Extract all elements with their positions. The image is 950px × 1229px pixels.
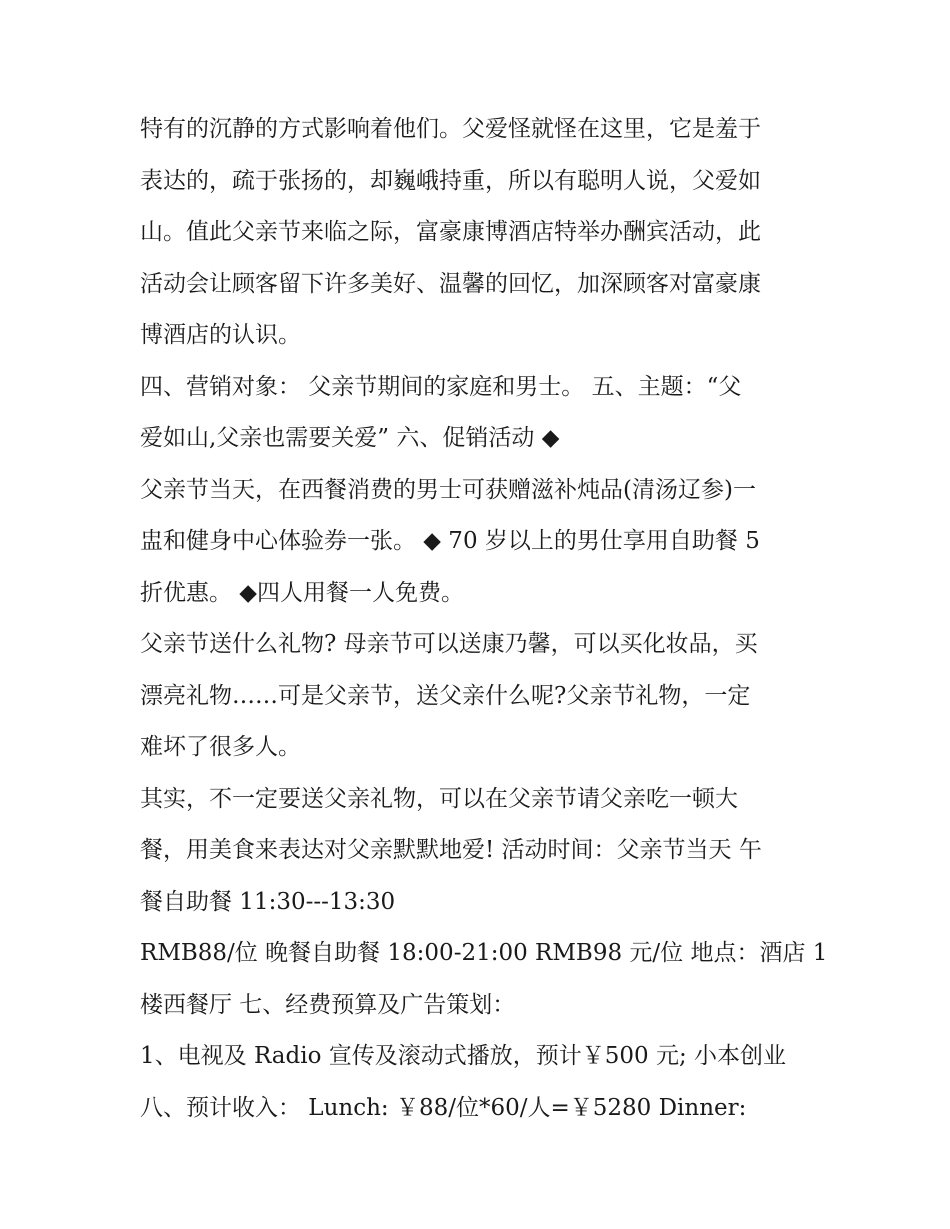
paragraph-promotion-details bbox=[140, 465, 820, 620]
paragraph-budget-income bbox=[140, 1031, 820, 1134]
text-line: 餐自助餐 11:30---13:30 bbox=[140, 888, 396, 915]
text-line: 楼西餐厅 七、经费预算及广告策划： bbox=[140, 991, 516, 1018]
text-line: 爱如山,父亲也需要关爱” 六、促销活动 ◆ bbox=[140, 425, 560, 451]
text-line: 博酒店的认识。 bbox=[140, 322, 301, 348]
paragraph-target-theme bbox=[140, 362, 820, 465]
paragraph-gift-question bbox=[140, 619, 820, 774]
paragraph-dinner-suggestion bbox=[140, 774, 820, 929]
text-line: 父亲节当天，在西餐消费的男士可获赠滋补炖品(清汤辽参)一 bbox=[140, 476, 756, 503]
document-body bbox=[140, 104, 828, 1134]
text-line: 1、电视及 Radio 宣传及滚动式播放，预计￥500 元; 小本创业 bbox=[140, 1043, 787, 1069]
text-line: 四、营销对象： 父亲节期间的家庭和男士。 五、主题：“父 bbox=[140, 373, 742, 400]
paragraph-pricing-location bbox=[140, 928, 828, 1031]
text-line: RMB88/位 晚餐自助餐 18:00-21:00 RMB98 元/位 地点：酒店 1 bbox=[140, 940, 828, 966]
text-line: 折优惠。 ◆四人用餐一人免费。 bbox=[140, 579, 464, 606]
text-line: 活动会让顾客留下许多美好、温馨的回忆，加深顾客对富豪康 bbox=[140, 270, 761, 297]
text-line: 八、预计收入： Lunch: ￥88/位*60/人=￥5280 Dinner: bbox=[140, 1094, 747, 1121]
text-line: 盅和健身中心体验券一张。 ◆ 70 岁以上的男仕享用自助餐 5 bbox=[140, 528, 760, 554]
text-line: 特有的沉静的方式影响着他们。父爱怪就怪在这里，它是羞于 bbox=[140, 116, 761, 142]
text-line: 山。值此父亲节来临之际，富豪康博酒店特举办酬宾活动，此 bbox=[140, 219, 761, 245]
paragraph-father-love-intro bbox=[140, 104, 820, 362]
text-line: 漂亮礼物……可是父亲节，送父亲什么呢?父亲节礼物，一定 bbox=[140, 682, 751, 709]
text-line: 难坏了很多人。 bbox=[140, 734, 301, 760]
text-line: 表达的，疏于张扬的，却巍峨持重，所以有聪明人说，父爱如 bbox=[140, 167, 761, 194]
text-line: 其实，不一定要送父亲礼物，可以在父亲节请父亲吃一顿大 bbox=[140, 785, 738, 812]
text-line: 餐，用美食来表达对父亲默默地爱! 活动时间：父亲节当天 午 bbox=[140, 837, 762, 863]
text-line: 父亲节送什么礼物? 母亲节可以送康乃馨，可以买化妆品，买 bbox=[140, 631, 758, 657]
